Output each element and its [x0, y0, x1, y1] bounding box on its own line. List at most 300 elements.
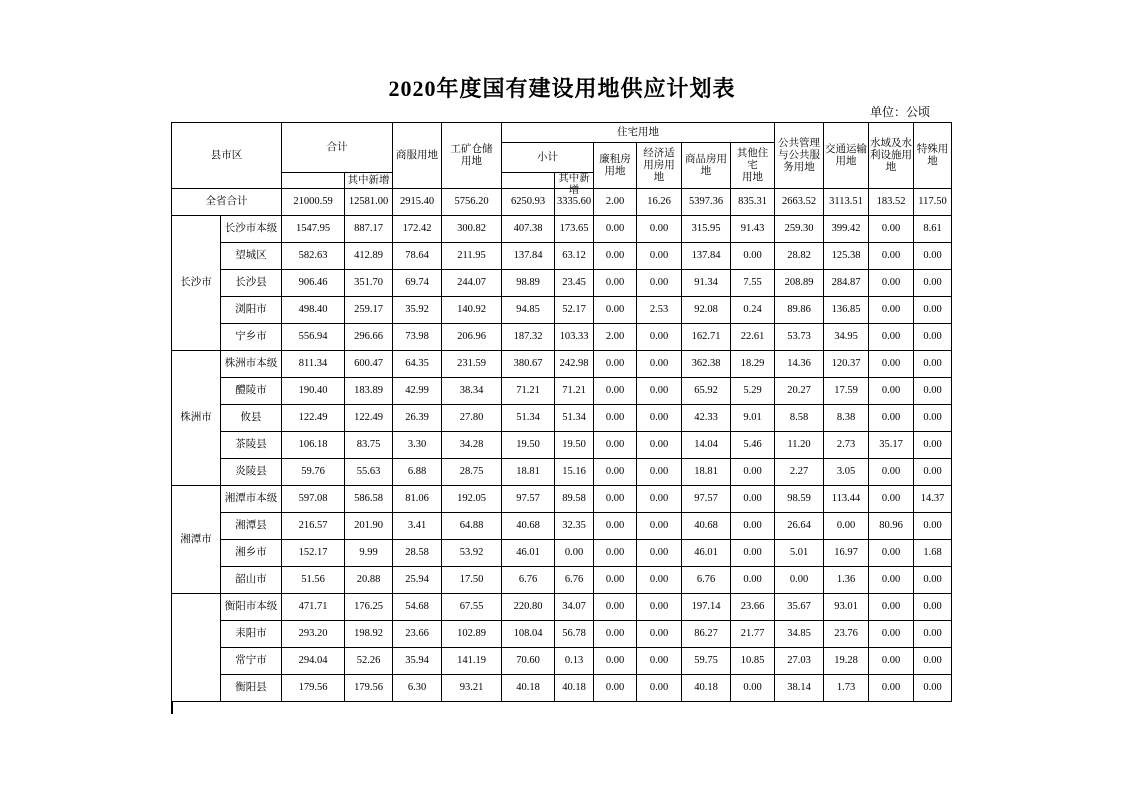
value-cell: 35.92: [393, 297, 442, 324]
value-cell: 64.35: [393, 351, 442, 378]
summary-label: 全省合计: [172, 189, 282, 216]
value-cell: 0.00: [594, 621, 637, 648]
district-cell: 醴陵市: [221, 378, 282, 405]
value-cell: 0.00: [594, 432, 637, 459]
value-cell: 0.00: [731, 675, 775, 702]
value-cell: 0.00: [594, 594, 637, 621]
value-cell: 0.00: [914, 351, 952, 378]
table-left-border-extension: [171, 702, 173, 714]
value-cell: 0.00: [731, 567, 775, 594]
table-row: [172, 513, 952, 540]
table-row: [172, 297, 952, 324]
value-cell: 2915.40: [393, 189, 442, 216]
value-cell: 216.57: [282, 513, 345, 540]
value-cell: 0.00: [869, 297, 914, 324]
value-cell: 294.04: [282, 648, 345, 675]
value-cell: 0.00: [869, 675, 914, 702]
value-cell: 0.00: [869, 459, 914, 486]
value-cell: 81.06: [393, 486, 442, 513]
land-supply-table: [171, 122, 952, 702]
value-cell: 0.00: [594, 459, 637, 486]
value-cell: 906.46: [282, 270, 345, 297]
value-cell: 0.00: [914, 621, 952, 648]
value-cell: 28.82: [775, 243, 824, 270]
col-header-subtotal: 小计: [502, 143, 594, 173]
value-cell: 34.95: [824, 324, 869, 351]
value-cell: 54.68: [393, 594, 442, 621]
value-cell: 5.29: [731, 378, 775, 405]
value-cell: 17.59: [824, 378, 869, 405]
value-cell: 0.00: [637, 675, 682, 702]
value-cell: 137.84: [502, 243, 555, 270]
value-cell: 296.66: [345, 324, 393, 351]
value-cell: 0.00: [637, 324, 682, 351]
value-cell: 152.17: [282, 540, 345, 567]
value-cell: 183.89: [345, 378, 393, 405]
value-cell: 59.75: [682, 648, 731, 675]
group-cell: 湘潭市: [172, 486, 221, 594]
value-cell: 89.58: [555, 486, 594, 513]
value-cell: 21.77: [731, 621, 775, 648]
value-cell: 586.58: [345, 486, 393, 513]
district-cell: 衡阳市本级: [221, 594, 282, 621]
value-cell: 63.12: [555, 243, 594, 270]
value-cell: 0.00: [594, 351, 637, 378]
value-cell: 0.00: [594, 378, 637, 405]
value-cell: 0.00: [869, 594, 914, 621]
district-cell: 望城区: [221, 243, 282, 270]
table-row: [172, 486, 952, 513]
value-cell: 122.49: [282, 405, 345, 432]
value-cell: 0.00: [637, 648, 682, 675]
value-cell: 141.19: [442, 648, 502, 675]
value-cell: 0.00: [637, 378, 682, 405]
value-cell: 192.05: [442, 486, 502, 513]
value-cell: 206.96: [442, 324, 502, 351]
value-cell: 0.00: [637, 594, 682, 621]
value-cell: 244.07: [442, 270, 502, 297]
value-cell: 108.04: [502, 621, 555, 648]
value-cell: 0.00: [869, 216, 914, 243]
value-cell: 102.89: [442, 621, 502, 648]
col-header-total-new: 其中新增: [345, 173, 393, 189]
value-cell: 211.95: [442, 243, 502, 270]
table-row: [172, 594, 952, 621]
value-cell: 0.00: [914, 243, 952, 270]
value-cell: 0.00: [637, 216, 682, 243]
value-cell: 0.00: [824, 513, 869, 540]
value-cell: 52.17: [555, 297, 594, 324]
page-title: 2020年度国有建设用地供应计划表: [388, 76, 736, 101]
value-cell: 0.00: [731, 243, 775, 270]
value-cell: 86.27: [682, 621, 731, 648]
district-cell: 衡阳县: [221, 675, 282, 702]
value-cell: 0.00: [914, 675, 952, 702]
value-cell: 0.00: [869, 486, 914, 513]
district-cell: 炎陵县: [221, 459, 282, 486]
table-row: [172, 216, 952, 243]
value-cell: 15.16: [555, 459, 594, 486]
value-cell: 811.34: [282, 351, 345, 378]
value-cell: 3.30: [393, 432, 442, 459]
value-cell: 5397.36: [682, 189, 731, 216]
value-cell: 40.18: [555, 675, 594, 702]
value-cell: 2.27: [775, 459, 824, 486]
col-header-affordable: 经济适 用房用 地: [637, 143, 682, 189]
value-cell: 259.17: [345, 297, 393, 324]
table-row: [172, 432, 952, 459]
value-cell: 0.00: [594, 648, 637, 675]
value-cell: 3.05: [824, 459, 869, 486]
table-container: [171, 122, 952, 702]
value-cell: 0.00: [914, 648, 952, 675]
value-cell: 69.74: [393, 270, 442, 297]
value-cell: 5756.20: [442, 189, 502, 216]
value-cell: 125.38: [824, 243, 869, 270]
value-cell: 59.76: [282, 459, 345, 486]
value-cell: 117.50: [914, 189, 952, 216]
value-cell: 0.24: [731, 297, 775, 324]
value-cell: 0.00: [637, 459, 682, 486]
value-cell: 52.26: [345, 648, 393, 675]
value-cell: 92.08: [682, 297, 731, 324]
value-cell: 14.37: [914, 486, 952, 513]
value-cell: 18.29: [731, 351, 775, 378]
table-row: [172, 351, 952, 378]
value-cell: 887.17: [345, 216, 393, 243]
value-cell: 97.57: [682, 486, 731, 513]
district-cell: 长沙市本级: [221, 216, 282, 243]
value-cell: 11.20: [775, 432, 824, 459]
col-header-subtotal-new: [555, 173, 594, 196]
table-header: [172, 123, 952, 196]
col-header-commercial: 商服用地: [393, 123, 442, 189]
value-cell: 22.61: [731, 324, 775, 351]
value-cell: 315.95: [682, 216, 731, 243]
col-header-water: 水域及水 利设施用 地: [869, 123, 914, 189]
value-cell: 26.39: [393, 405, 442, 432]
value-cell: 556.94: [282, 324, 345, 351]
value-cell: 71.21: [555, 378, 594, 405]
value-cell: 0.00: [869, 621, 914, 648]
value-cell: 1.68: [914, 540, 952, 567]
value-cell: 3335.60: [555, 189, 594, 216]
col-header-special: 特殊用 地: [914, 123, 952, 189]
table-row: [172, 675, 952, 702]
value-cell: 94.85: [502, 297, 555, 324]
col-header-region: 县市区: [172, 123, 282, 189]
value-cell: 56.78: [555, 621, 594, 648]
value-cell: 0.00: [594, 567, 637, 594]
value-cell: 17.50: [442, 567, 502, 594]
value-cell: 26.64: [775, 513, 824, 540]
value-cell: 173.65: [555, 216, 594, 243]
table-row: [172, 405, 952, 432]
value-cell: 53.73: [775, 324, 824, 351]
value-cell: 46.01: [502, 540, 555, 567]
value-cell: 93.21: [442, 675, 502, 702]
value-cell: 38.34: [442, 378, 502, 405]
value-cell: 55.63: [345, 459, 393, 486]
value-cell: 35.17: [869, 432, 914, 459]
value-cell: 162.71: [682, 324, 731, 351]
value-cell: 23.66: [393, 621, 442, 648]
value-cell: 2663.52: [775, 189, 824, 216]
table-row: [172, 243, 952, 270]
district-cell: 湘潭市本级: [221, 486, 282, 513]
value-cell: 42.99: [393, 378, 442, 405]
value-cell: 0.00: [869, 378, 914, 405]
value-cell: 3113.51: [824, 189, 869, 216]
header-row-1: [172, 123, 952, 143]
value-cell: 38.14: [775, 675, 824, 702]
value-cell: 187.32: [502, 324, 555, 351]
value-cell: 10.85: [731, 648, 775, 675]
value-cell: 27.80: [442, 405, 502, 432]
value-cell: 0.00: [731, 486, 775, 513]
col-header-residential: 住宅用地: [502, 123, 775, 143]
value-cell: 600.47: [345, 351, 393, 378]
value-cell: 293.20: [282, 621, 345, 648]
value-cell: 0.00: [731, 540, 775, 567]
district-cell: 湘潭县: [221, 513, 282, 540]
value-cell: 1.73: [824, 675, 869, 702]
table-row: [172, 567, 952, 594]
value-cell: 0.00: [869, 405, 914, 432]
value-cell: 8.58: [775, 405, 824, 432]
value-cell: 0.13: [555, 648, 594, 675]
col-header-public-service: 公共管理 与公共服 务用地: [775, 123, 824, 189]
table-body: [172, 189, 952, 702]
value-cell: 0.00: [594, 216, 637, 243]
value-cell: 0.00: [731, 513, 775, 540]
district-cell: 浏阳市: [221, 297, 282, 324]
value-cell: 137.84: [682, 243, 731, 270]
value-cell: 32.35: [555, 513, 594, 540]
value-cell: 0.00: [731, 459, 775, 486]
value-cell: 284.87: [824, 270, 869, 297]
value-cell: 9.01: [731, 405, 775, 432]
value-cell: 12581.00: [345, 189, 393, 216]
value-cell: 0.00: [914, 459, 952, 486]
district-cell: 茶陵县: [221, 432, 282, 459]
value-cell: 40.18: [502, 675, 555, 702]
value-cell: 2.00: [594, 189, 637, 216]
value-cell: 34.07: [555, 594, 594, 621]
value-cell: 122.49: [345, 405, 393, 432]
value-cell: 113.44: [824, 486, 869, 513]
col-header-total-blank: [282, 173, 345, 189]
value-cell: 93.01: [824, 594, 869, 621]
value-cell: 0.00: [914, 324, 952, 351]
value-cell: 1547.95: [282, 216, 345, 243]
group-cell: [172, 594, 221, 702]
value-cell: 0.00: [594, 297, 637, 324]
value-cell: 27.03: [775, 648, 824, 675]
value-cell: 183.52: [869, 189, 914, 216]
value-cell: 190.40: [282, 378, 345, 405]
table-row: [172, 540, 952, 567]
value-cell: 201.90: [345, 513, 393, 540]
col-header-other-residential: 其他住宅 用地: [731, 143, 775, 189]
value-cell: 83.75: [345, 432, 393, 459]
value-cell: 16.26: [637, 189, 682, 216]
value-cell: 34.28: [442, 432, 502, 459]
value-cell: 5.46: [731, 432, 775, 459]
value-cell: 172.42: [393, 216, 442, 243]
value-cell: 71.21: [502, 378, 555, 405]
value-cell: 399.42: [824, 216, 869, 243]
value-cell: 97.57: [502, 486, 555, 513]
value-cell: 300.82: [442, 216, 502, 243]
district-cell: 韶山市: [221, 567, 282, 594]
value-cell: 6.76: [502, 567, 555, 594]
table-row: [172, 459, 952, 486]
value-cell: 0.00: [914, 567, 952, 594]
district-cell: 株洲市本级: [221, 351, 282, 378]
col-header-transport: 交通运输 用地: [824, 123, 869, 189]
value-cell: 65.92: [682, 378, 731, 405]
value-cell: 73.98: [393, 324, 442, 351]
district-cell: 耒阳市: [221, 621, 282, 648]
value-cell: 0.00: [914, 594, 952, 621]
value-cell: 407.38: [502, 216, 555, 243]
value-cell: 2.00: [594, 324, 637, 351]
value-cell: 120.37: [824, 351, 869, 378]
col-header-subtotal-blank: [502, 173, 555, 189]
value-cell: 51.34: [502, 405, 555, 432]
value-cell: 98.89: [502, 270, 555, 297]
district-cell: 常宁市: [221, 648, 282, 675]
value-cell: 0.00: [914, 378, 952, 405]
value-cell: 179.56: [345, 675, 393, 702]
value-cell: 351.70: [345, 270, 393, 297]
value-cell: 0.00: [775, 567, 824, 594]
value-cell: 0.00: [555, 540, 594, 567]
value-cell: 0.00: [869, 540, 914, 567]
col-header-industrial: 工矿仓储 用地: [442, 123, 502, 189]
value-cell: 35.67: [775, 594, 824, 621]
table-row: [172, 621, 952, 648]
value-cell: 28.75: [442, 459, 502, 486]
col-header-low-rent: 廉租房 用地: [594, 143, 637, 189]
district-cell: 湘乡市: [221, 540, 282, 567]
value-cell: 28.58: [393, 540, 442, 567]
value-cell: 0.00: [594, 243, 637, 270]
value-cell: 179.56: [282, 675, 345, 702]
value-cell: 6.76: [555, 567, 594, 594]
value-cell: 6.76: [682, 567, 731, 594]
value-cell: 23.66: [731, 594, 775, 621]
value-cell: 23.76: [824, 621, 869, 648]
table-row: [172, 324, 952, 351]
col-header-total: 合计: [282, 123, 393, 173]
district-cell: 长沙县: [221, 270, 282, 297]
value-cell: 34.85: [775, 621, 824, 648]
table-row: [172, 270, 952, 297]
value-cell: 2.53: [637, 297, 682, 324]
value-cell: 0.00: [869, 567, 914, 594]
value-cell: 412.89: [345, 243, 393, 270]
value-cell: 89.86: [775, 297, 824, 324]
value-cell: 380.67: [502, 351, 555, 378]
value-cell: 0.00: [594, 405, 637, 432]
value-cell: 98.59: [775, 486, 824, 513]
value-cell: 67.55: [442, 594, 502, 621]
group-cell: 长沙市: [172, 216, 221, 351]
value-cell: 25.94: [393, 567, 442, 594]
value-cell: 597.08: [282, 486, 345, 513]
value-cell: 18.81: [502, 459, 555, 486]
value-cell: 91.43: [731, 216, 775, 243]
value-cell: 0.00: [869, 648, 914, 675]
value-cell: 0.00: [869, 270, 914, 297]
value-cell: 0.00: [637, 405, 682, 432]
value-cell: 20.27: [775, 378, 824, 405]
value-cell: 0.00: [637, 351, 682, 378]
value-cell: 0.00: [637, 270, 682, 297]
value-cell: 0.00: [869, 324, 914, 351]
value-cell: 20.88: [345, 567, 393, 594]
value-cell: 0.00: [637, 621, 682, 648]
group-cell: 株洲市: [172, 351, 221, 486]
value-cell: 6250.93: [502, 189, 555, 216]
value-cell: 53.92: [442, 540, 502, 567]
value-cell: 242.98: [555, 351, 594, 378]
district-cell: 攸县: [221, 405, 282, 432]
value-cell: 498.40: [282, 297, 345, 324]
value-cell: 8.38: [824, 405, 869, 432]
value-cell: 0.00: [594, 675, 637, 702]
value-cell: 0.00: [637, 243, 682, 270]
value-cell: 6.88: [393, 459, 442, 486]
value-cell: 5.01: [775, 540, 824, 567]
col-header-commodity: 商品房用 地: [682, 143, 731, 189]
value-cell: 471.71: [282, 594, 345, 621]
value-cell: 259.30: [775, 216, 824, 243]
value-cell: 0.00: [637, 540, 682, 567]
value-cell: 197.14: [682, 594, 731, 621]
value-cell: 9.99: [345, 540, 393, 567]
value-cell: 0.00: [914, 432, 952, 459]
value-cell: 0.00: [914, 270, 952, 297]
value-cell: 106.18: [282, 432, 345, 459]
value-cell: 40.68: [502, 513, 555, 540]
value-cell: 582.63: [282, 243, 345, 270]
value-cell: 14.36: [775, 351, 824, 378]
value-cell: 8.61: [914, 216, 952, 243]
value-cell: 70.60: [502, 648, 555, 675]
value-cell: 0.00: [637, 486, 682, 513]
value-cell: 0.00: [869, 243, 914, 270]
value-cell: 40.18: [682, 675, 731, 702]
value-cell: 18.81: [682, 459, 731, 486]
value-cell: 16.97: [824, 540, 869, 567]
value-cell: 0.00: [914, 297, 952, 324]
value-cell: 23.45: [555, 270, 594, 297]
value-cell: 208.89: [775, 270, 824, 297]
value-cell: 19.50: [555, 432, 594, 459]
value-cell: 0.00: [914, 405, 952, 432]
value-cell: 176.25: [345, 594, 393, 621]
value-cell: 0.00: [914, 513, 952, 540]
value-cell: 6.30: [393, 675, 442, 702]
table-row: [172, 648, 952, 675]
value-cell: 35.94: [393, 648, 442, 675]
value-cell: 1.36: [824, 567, 869, 594]
value-cell: 3.41: [393, 513, 442, 540]
value-cell: 220.80: [502, 594, 555, 621]
